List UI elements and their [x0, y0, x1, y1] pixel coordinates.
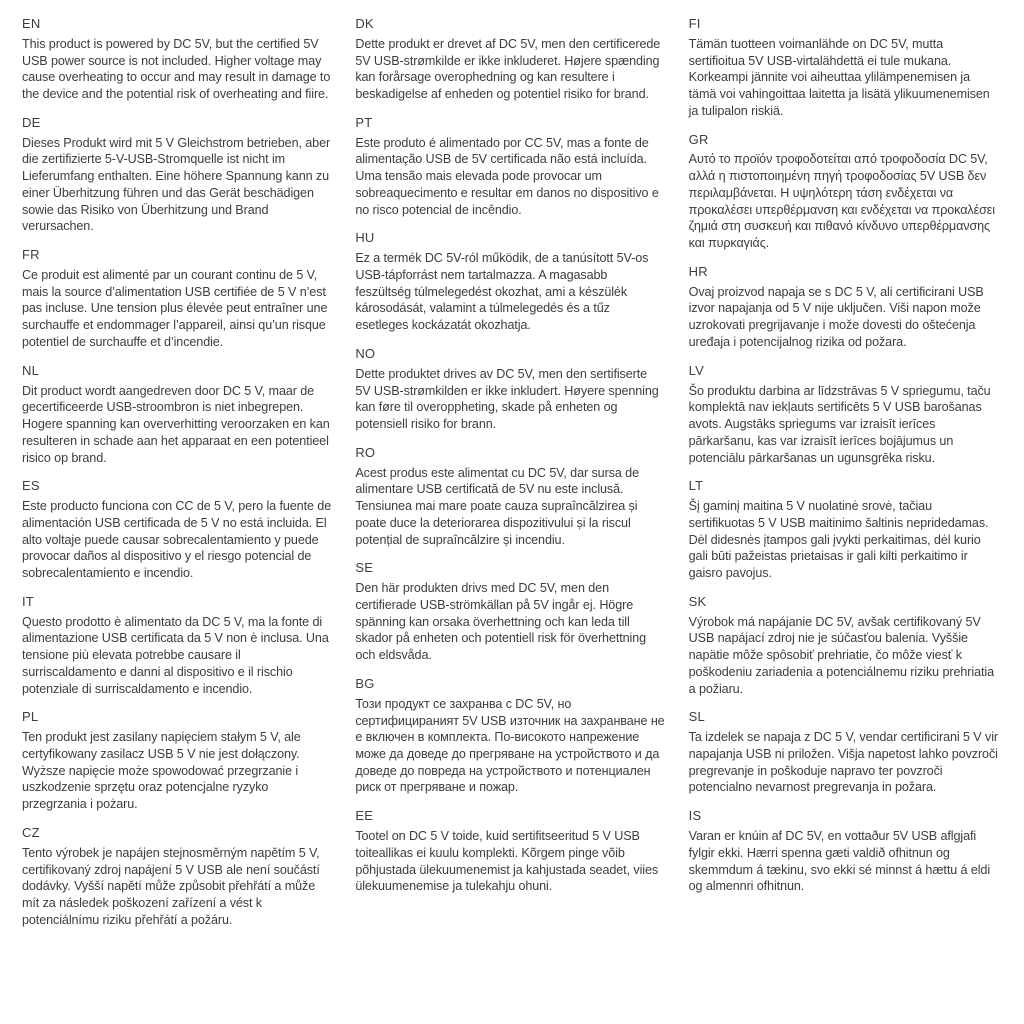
lang-text-de: Dieses Produkt wird mit 5 V Gleichstrom betrieben, aber die zertifizierte 5-V-USB-Stromquelle ist nicht im Lieferumfang enthalten. Eine höhere Spannung kann zu einer Überhitzung führen und das Gerät beschädigen sowie das Risiko von Überhitzung und Brand verursachen.	[22, 135, 331, 234]
column-3	[689, 16, 998, 1014]
lang-section-lt	[689, 478, 998, 582]
lang-code-pt: PT	[355, 114, 373, 130]
lang-section-sk	[689, 594, 998, 698]
lang-section-pl	[22, 709, 331, 813]
lang-code-gr: GR	[688, 131, 709, 147]
lang-text-en: This product is powered by DC 5V, but the certified 5V USB power source is not included. Higher voltage may cause overheating to occur and may result in damage to the device and the potential risk of overheating and fiire.	[22, 36, 331, 102]
lang-text-ro: Acest produs este alimentat cu DC 5V, dar sursa de alimentare USB certificată de 5V nu este inclusă. Tensiunea mai mare poate cauza supraîncălzirea și poate duce la deteriorarea dispozitivului și la riscul potențial de supraîncălzire și incendiu.	[355, 465, 639, 547]
lang-code-fr: FR	[22, 247, 40, 263]
lang-text-ee: Tootel on DC 5 V toide, kuid sertifitseeritud 5 V USB toiteallikas ei kuulu komplekti. Kõrgem pinge võib põhjustada ülekuumenemist ja kahjustada seadet, viies ülekuumenemise ja tulekahju ohuni.	[355, 829, 659, 894]
lang-code-se: SE	[355, 560, 374, 576]
lang-section-se	[355, 560, 664, 664]
lang-section-es	[22, 478, 331, 582]
lang-section-pt	[355, 115, 664, 219]
lang-section-sl	[689, 709, 998, 796]
lang-section-ee	[355, 808, 664, 895]
lang-code-de: DE	[22, 114, 41, 130]
lang-code-ee: EE	[355, 808, 374, 824]
lang-code-lt: LT	[688, 478, 704, 494]
lang-text-fi: Tämän tuotteen voimanlähde on DC 5V, mutta sertifioitua 5V USB-virtalähdettä ei tule mukana. Korkeampi jännite voi aiheuttaa ylilämpenemisen ja tämä voi vahingoittaa laitetta ja lisätä ylikuumenemisen ja tulipalon riskiä.	[688, 36, 990, 118]
lang-text-it: Questo prodotto è alimentato da DC 5 V, ma la fonte di alimentazione USB certificata da 5 V non è inclusa. Una tensione più elevata potrebbe causare il surriscaldamento e danni al dispositivo e il rischio potenziale di surriscaldamento e incendio.	[22, 614, 329, 696]
lang-code-en: EN	[22, 16, 41, 31]
lang-section-nl	[22, 363, 331, 467]
lang-code-no: NO	[355, 345, 376, 361]
lang-section-is	[689, 808, 998, 895]
lang-text-lv: Šo produktu darbina ar līdzstrāvas 5 V spriegumu, taču komplektā nav iekļauts sertificēts 5 V USB barošanas avots. Augstāks spriegums var izraisīt ierīces pārkaršanu, kas var izraisīt ierīces bojājumus un potenciālu pārkaršanas un ugunsgrēka risku.	[688, 383, 991, 465]
lang-text-se: Den här produkten drivs med DC 5V, men den certifierade USB-strömkällan på 5V ingår ej. Högre spänning kan orsaka överhettning och kan leda till skador på enheten och potentiell risk för överhettning och eldsvåda.	[355, 581, 647, 663]
lang-text-is: Varan er knúin af DC 5V, en vottaður 5V USB aflgjafi fylgir ekki. Hærri spenna gæti valdið ofhitnun og skemmdum á tækinu, svo ekki sé minnst á hættu á eldi og almennri ofhitnun.	[688, 829, 991, 894]
lang-text-lt: Šį gaminį maitina 5 V nuolatinė srovė, tačiau sertifikuotas 5 V USB maitinimo šaltinis nepridedamas. Dėl didesnės įtampos gali įvykti perkaitimas, dėl kurio gali būti pažeistas prietaisas ir gali kilti perkaitimo ir gaisro pavojus.	[688, 499, 989, 581]
lang-code-hu: HU	[355, 230, 375, 246]
lang-text-no: Dette produktet drives av DC 5V, men den sertifiserte 5V USB-strømkilden er ikke inkludert. Høyere spenning kan føre til overoppheting, skade på enheten og potensiell risiko for brann.	[355, 366, 659, 432]
lang-code-bg: BG	[355, 675, 375, 691]
lang-section-hu	[355, 230, 664, 334]
lang-section-cz	[22, 825, 331, 929]
lang-section-no	[355, 346, 664, 433]
lang-code-hr: HR	[688, 263, 708, 279]
lang-section-fr	[22, 247, 331, 351]
lang-section-hr	[689, 264, 998, 351]
lang-text-es: Este producto funciona con CC de 5 V, pero la fuente de alimentación USB certificada de 5 V no está incluida. El alto voltaje puede causar sobrecalentamiento y puede provocar daños al dispositivo y el riesgo potencial de sobrecalentamiento e incendio.	[22, 499, 332, 581]
lang-code-lv: LV	[688, 362, 704, 378]
lang-text-sl: Ta izdelek se napaja z DC 5 V, vendar certificirani 5 V vir napajanja USB ni priložen. Višja napetost lahko povzroči pregrevanje in poškoduje napravo ter povzroči potencialno nevarnost pregrevanja in požara.	[688, 730, 998, 795]
lang-section-fi	[689, 16, 998, 120]
column-1	[22, 16, 331, 1014]
lang-section-de	[22, 115, 331, 235]
lang-code-fi: FI	[688, 16, 701, 31]
lang-text-pt: Este produto é alimentado por CC 5V, mas a fonte de alimentação USB de 5V certificada não está incluída. Uma tensão mais elevada pode provocar um sobreaquecimento e resultar em danos no dispositivo e no risco potencial de incêndio.	[355, 135, 659, 217]
lang-code-cz: CZ	[22, 824, 40, 840]
lang-text-dk: Dette produkt er drevet af DC 5V, men den certificerede 5V USB-strømkilde er ikke inkluderet. Højere spænding kan forårsage overophedning og kan resultere i beskadigelse af enheden og potentiel risiko for brand.	[355, 36, 661, 102]
lang-section-en	[22, 16, 331, 103]
lang-text-hu: Ez a termék DC 5V-ról működik, de a tanúsított 5V-os USB-tápforrást nem tartalmazza. A magasabb feszültség túlmelegedést okozhat, ami a készülék károsodását, valamint a túlmelegedés és a tűz esetleges kockázatát okozhatja.	[355, 251, 649, 333]
lang-text-bg: Този продукт се захранва с DC 5V, но сертифицираният 5V USB източник на захранване не е включен в комплекта. По-високото напрежение може да доведе до прегряване на устройството и да доведе до повреда на устройството и потенциален риск от прегряване и пожар.	[355, 696, 665, 795]
lang-code-es: ES	[22, 478, 40, 494]
lang-code-dk: DK	[355, 16, 374, 31]
lang-section-dk	[355, 16, 664, 103]
lang-section-ro	[355, 445, 664, 549]
lang-code-ro: RO	[355, 444, 376, 460]
column-2	[355, 16, 664, 1014]
lang-code-it: IT	[22, 593, 34, 609]
lang-section-gr	[689, 132, 998, 252]
lang-text-nl: Dit product wordt aangedreven door DC 5 V, maar de gecertificeerde USB-stroombron is niet inbegrepen. Hogere spanning kan oververhitting veroorzaken en kan resulteren in schade aan het apparaat en een potentieel risico op brand.	[22, 383, 330, 465]
lang-code-sl: SL	[688, 709, 705, 725]
lang-code-pl: PL	[22, 709, 39, 725]
lang-section-bg	[355, 676, 664, 796]
lang-text-pl: Ten produkt jest zasilany napięciem stałym 5 V, ale certyfikowany zasilacz USB 5 V nie jest dołączony. Wyższe napięcie może spowodować przegrzanie i uszkodzenie sprzętu oraz potencjalne ryzyko przegrzania i pożaru.	[22, 730, 301, 812]
lang-text-sk: Výrobok má napájanie DC 5V, avšak certifikovaný 5V USB napájací zdroj nie je súčasťou balenia. Vyššie napätie môže spôsobiť prehriatie, čo môže viesť k poškodeniu zariadenia a potenciálnemu riziku prehriatia a požiaru.	[688, 614, 994, 696]
lang-code-sk: SK	[688, 593, 707, 609]
lang-text-hr: Ovaj proizvod napaja se s DC 5 V, ali certificirani USB izvor napajanja od 5 V nije uključen. Viši napon može uzrokovati pregrijavanje i može dovesti do oštećenja uređaja i potencijalnog rizika od požara.	[688, 284, 984, 349]
lang-text-gr: Αυτό το προϊόν τροφοδοτείται από τροφοδοσία DC 5V, αλλά η πιστοποιημένη πηγή τροφοδοσίας 5V USB δεν περιλαμβάνεται. Η υψηλότερη τάση ενδέχεται να προκαλέσει υπερθέρμανση και ενδέχεται να προκαλέσει ζημιά στη συσκευή και πιθανό κίνδυνο υπερθέρμανσης και πυρκαγιάς.	[688, 152, 995, 251]
lang-code-is: IS	[688, 808, 702, 824]
lang-code-nl: NL	[22, 362, 40, 378]
lang-section-lv	[689, 363, 998, 467]
lang-text-fr: Ce produit est alimenté par un courant continu de 5 V, mais la source d’alimentation USB certifiée de 5 V n’est pas incluse. Une tension plus élevée peut entraîner une surchauffe et endommager l’appareil, ainsi qu’un risque potentiel de surchauffe et d’incendie.	[22, 268, 328, 349]
lang-text-cz: Tento výrobek je napájen stejnosměrným napětím 5 V, certifikovaný zdroj napájení 5 V USB ale není součástí dodávky. Vyšší napětí může způsobit přehřátí a může mít za následek poškození zařízení a vést k potenciálnímu riziku přehřátí a požáru.	[22, 845, 320, 927]
lang-section-it	[22, 594, 331, 698]
